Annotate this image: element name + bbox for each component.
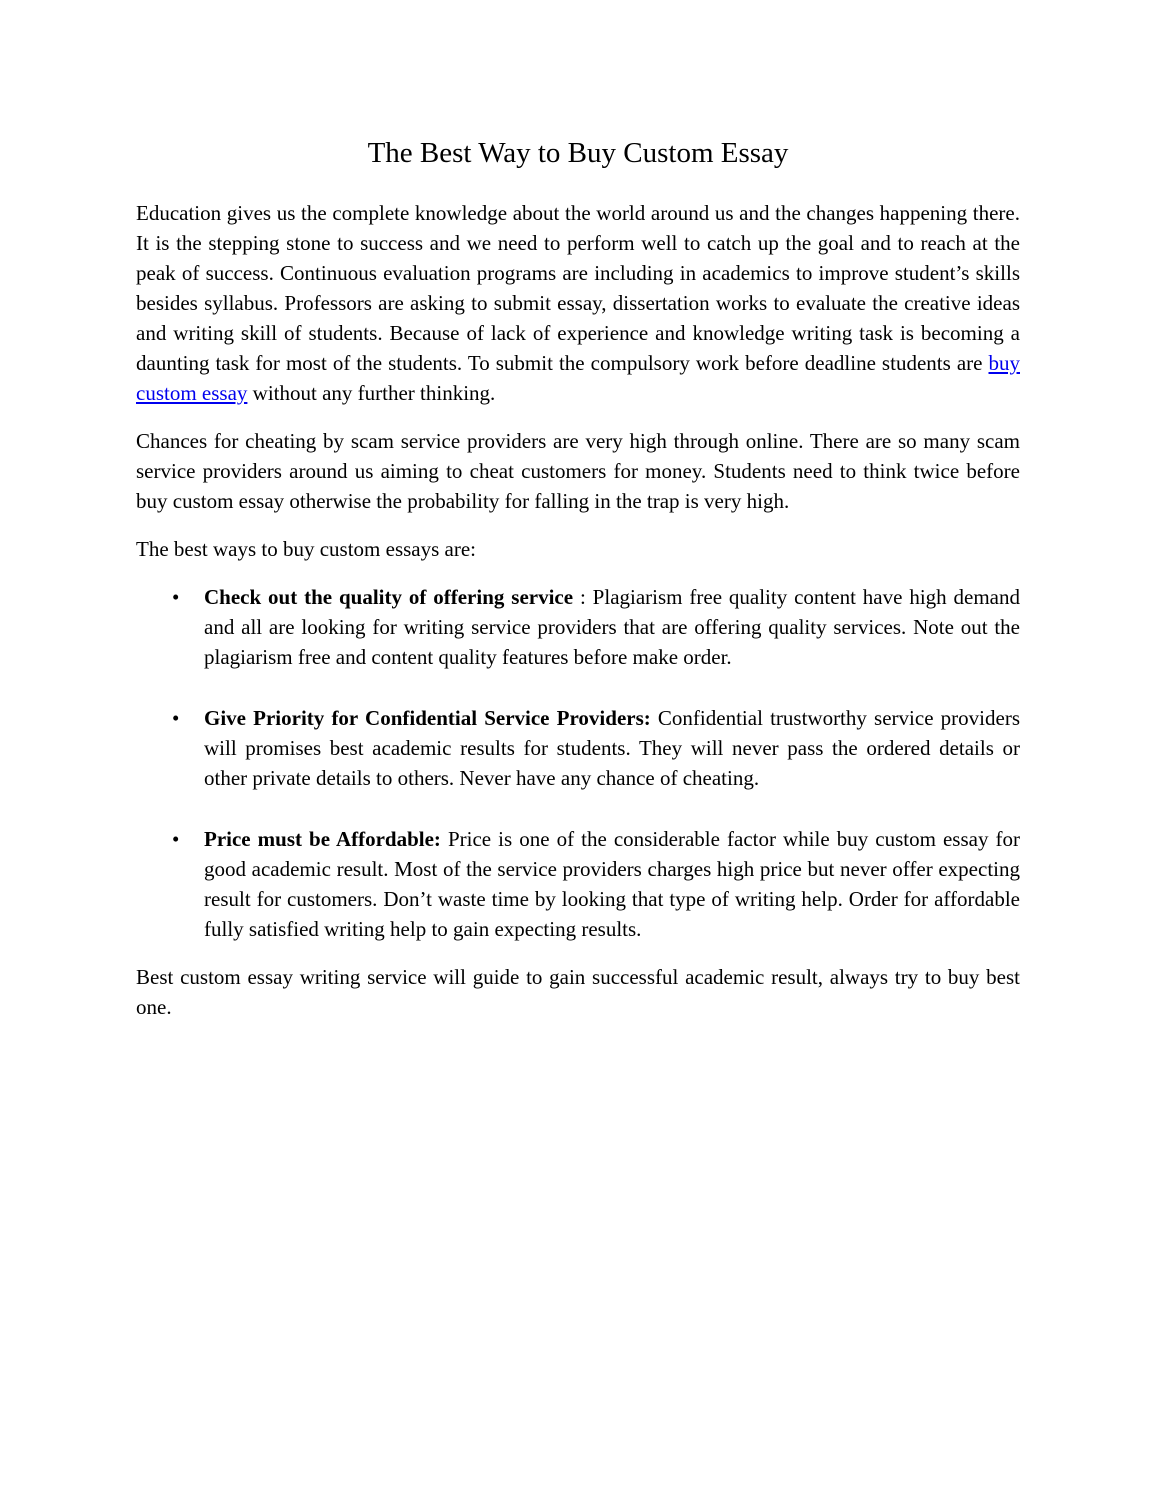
list-item-heading: Price must be Affordable:	[204, 827, 441, 851]
bullet-icon: •	[172, 827, 180, 851]
intro-text-after-link: without any further thinking.	[247, 381, 496, 405]
bullet-icon: •	[172, 585, 180, 609]
bullet-icon: •	[172, 706, 180, 730]
scam-warning-paragraph: Chances for cheating by scam service providers are very high through online. There are so many scam service providers around us aiming to cheat customers for money. Students need to think twice before buy custom essay otherwise the probability for falling in the trap is very high.	[136, 429, 1020, 513]
closing-paragraph: Best custom essay writing service will guide to gain successful academic result, always try to buy best one.	[136, 965, 1020, 1019]
list-item-heading: Give Priority for Confidential Service Providers:	[204, 706, 651, 730]
buy-custom-essay-link[interactable]: buy custom essay	[136, 351, 1020, 405]
list-item-text: : Plagiarism free quality content have high demand and all are looking for writing service providers that are offering quality services. Note out the plagiarism free and content quality features before make order.	[204, 585, 1021, 669]
tips-list	[136, 582, 1020, 944]
list-item	[136, 582, 1020, 672]
list-item	[136, 703, 1020, 793]
intro-text-before-link: Education gives us the complete knowledge about the world around us and the changes happening there. It is the stepping stone to success and we need to perform well to catch up the goal and to reach at the peak of success. Continuous evaluation programs are including in academics to improve student’s skills besides syllabus. Professors are asking to submit essay, dissertation works to evaluate the creative ideas and writing skill of students. Because of lack of experience and knowledge writing task is becoming a daunting task for most of the students. To submit the compulsory work before deadline students are	[136, 201, 1020, 375]
intro-paragraph	[136, 198, 1020, 408]
document-title: The Best Way to Buy Custom Essay	[367, 137, 789, 169]
list-intro: The best ways to buy custom essays are:	[136, 537, 477, 561]
list-item-text: Price is one of the considerable factor while buy custom essay for good academic result. Most of the service providers charges high price but never offer expecting result for customers. Don’t waste time by looking that type of writing help. Order for affordable fully satisfied writing help to gain expecting results.	[204, 827, 1020, 941]
list-item-heading: Check out the quality of offering service	[204, 585, 574, 609]
document-page	[136, 130, 1020, 1040]
list-item-text: Confidential trustworthy service providers will promises best academic results for students. They will never pass the ordered details or other private details to others. Never have any chance of cheating.	[204, 706, 1020, 790]
list-item	[136, 824, 1020, 944]
